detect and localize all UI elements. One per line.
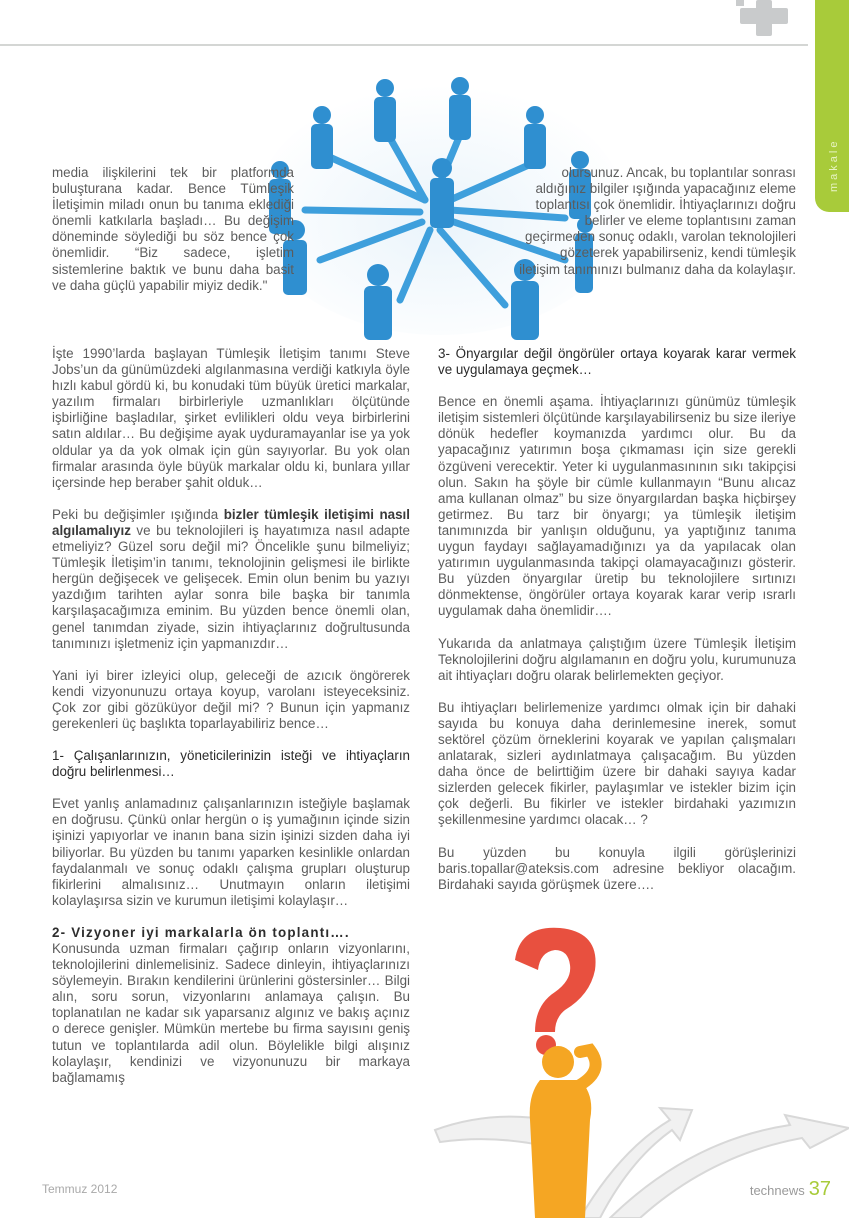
header-rule bbox=[0, 44, 808, 46]
section-tab-label: makale bbox=[828, 138, 840, 192]
right-column bbox=[438, 346, 796, 893]
question-person-illustration bbox=[430, 920, 849, 1218]
left-column bbox=[52, 346, 410, 1086]
intro-right-paragraph: olursunuz. Ancak, bu toplantılar sonrası aldığınız bilgiler ışığında yapacağınız eleme toplantısı çok önemlidir. İhtiyaçlarınızı doğru belirler ve eleme toplantısını zaman geçirmeden sonuç odaklı, varolan teknolojileri gözeterek yapabilirseniz, kendi tümleşik iletişim tanımınızı bulmanız daha da kolaylaşır. bbox=[519, 165, 796, 277]
paragraph: Peki bu değişimler ışığında bizler tümleşik iletişimi nasıl algılamalıyız ve bu teknolojileri iş hayatımıza nasıl adapte etmeliyiz? Güzel soru değil mi? Öncelikle şunu bilmeliyiz; Tümleşik İletişim’in tanımı, teknolojinin gelişmesi ile birlikte hergün değişecek ve gelişecek. Emin olun benim bu yazıyı yazdığım tarihten aylar sonra bile başka bir tanımla karşılaşacağımıza eminim. Bu yüzden bence önemli olan, genel tanımdan ziyade, sizin ihtiyaçlarınız doğrultusunda tanımınızı işletmeniz için yapmanızdır… bbox=[52, 506, 410, 651]
magazine-name: technews bbox=[749, 1183, 805, 1198]
issue-date: Temmuz 2012 bbox=[42, 1182, 118, 1196]
paragraph: Yani iyi birer izleyici olup, geleceği de azıcık öngörerek kendi vizyonunuzu ortaya koyup, varolanı isteyeceksiniz. Çok zor gibi gözüküyor değil mi? ? Bunun için yapmanız gerekenleri üç başlıkta toparlayabiliriz bence… bbox=[52, 667, 410, 731]
plus-icon bbox=[736, 0, 792, 36]
section-heading-3: 3- Önyargılar değil öngörüler ortaya koyarak karar vermek ve uygulamaya geçmek… bbox=[438, 346, 796, 378]
paragraph: Konusunda uzman firmaları çağırıp onların vizyonlarını, teknolojilerini dinlemelisiniz. Sadece dinleyin, ihtiyaçlarınızı söylemeyin. Bırakın kendilerini ürünlerini göstersinler… Bilgi alın, soru sorun, vizyonlarını anlamaya çalışın. Bu toplanatılan ne kadar sık yaparsanız algınız ve bakış açınız o derece genişler. Mümkün mertebe bu firma sayısını geniş tutun ve toplantılarda adil olun. Böylelikle bilgi alışınız kolaylaşır, kendinizi ve vizyonunuzu bir markaya bağlamamış bbox=[52, 941, 410, 1085]
paragraph: Bence en önemli aşama. İhtiyaçlarınızı günümüz tümleşik iletişim sistemleri ölçütünde karşılayabilirseniz bu size ileriye dönük hedefler koymanızda yardımcı olur. Bu da yapacağınız yatırımın boşa çıkmaması için size gerekli özgüveni verecektir. Yeter ki uygulanmasınının sıkı takipçisi olun. Sakın ha şöyle bir cümle kullanmayın “Bunu alıcaz ama kullanan olmaz” bu size önyargılardan başka hiçbirşey getirmez. Bu tarz bir önyargı; ya tümleşik iletişim tanımınızda bir yanlışın olduğunu, ya yaptığınız tanıma uygun faydayı sağlayamadığınızı ya da yapılacak olan yatırımın uygulanmasında takipçi olamayacağınızı gösterir. Bu yüzden önyargılar üretip bu teknolojilere sırtınızı dönmektense, öngörüler ortaya koyarak karar verip ısrarlı uygulamak daha önemlidir…. bbox=[438, 394, 796, 619]
paragraph: Bu ihtiyaçları belirlemenize yardımcı olmak için bir dahaki sayıda bu konuya daha derinlemesine inerek, somut sektörel çözüm örneklerini koyarak ve yapılan çalışmaları anlatarak, sizleri aydınlatmaya çalışacağım. Bu yüzden daha önce de belirttiğim üzere bir dahaki sayıya kadar sizlerden gelecek fikirler, paylaşımlar ve istekler bizim için çok değerli. Bu fikirler ve istekler birdahaki yazımızın şekillenmesine yardımcı olacak… ? bbox=[438, 699, 796, 828]
section-heading-1: 1- Çalışanlarınızın, yöneticilerinizin isteği ve ihtiyaçların doğru belirlenmesi… bbox=[52, 748, 410, 780]
paragraph: Evet yanlış anlamadınız çalışanlarınızın isteğiyle başlamak en doğrusu. Çünkü onlar hergün o iş yumağının içinde sizin işinizi yapıyorlar ve inanın bana sizin işinizi sizden daha iyi biliyorlar. Bu yüzden bu tanımı yaparken kesinlikle onlardan faydalanmalı ve sonuç odaklı çalışma grupları oluşturup fikirlerini almalısınız… Unutmayın onların iletişimi kolaylaşırsa sizin ve kurumun iletişimi kolaylaşır… bbox=[52, 796, 410, 908]
section-heading-2: 2- Vizyoner iyi markalarla ön toplantı…. bbox=[52, 924, 350, 940]
paragraph: Yukarıda da anlatmaya çalıştığım üzere Tümleşik İletişim Teknolojilerini doğru algılamanın en doğru yolu, kurumunuza ait ihtiyaçları doğru olarak belirlemekten geçiyor. bbox=[438, 635, 796, 683]
page-number: 37 bbox=[808, 1178, 831, 1200]
paragraph: Bu yüzden bu konuyla ilgili görüşlerinizi baris.topallar@ateksis.com adresine bekliyor olacağım. Birdahaki sayıda görüşmek üzere…. bbox=[438, 844, 796, 892]
magazine-footer bbox=[750, 1178, 831, 1201]
paragraph: İşte 1990’larda başlayan Tümleşik İletişim tanımı Steve Jobs’un da günümüzdeki algılanmasına verdiği katkıyla öyle hızlı kabul gördü ki, bu konudaki tüm büyük üretici markalar, yazılım firmaları birbirleriyle uzmanlıkları ölçütünde işbirliğine başladılar, şirket evlilikleri oldu veya birbirlerini satın aldılar… Bu değişime ayak uyduramayanlar ise ya yok oldular ya da yok olmak için gün sayıyorlar. Bu yok olan firmalar arasında öyle büyük markalar oldu ki, bunlara yıllar içersinde hep beraber şahit olduk… bbox=[52, 346, 410, 490]
intro-left-paragraph: media ilişkilerini tek bir platformda buluşturana kadar. Bence Tümleşik İletişimin miladı onun bu tanıma eklediği önemli katkılarla başladı… Bu değişim döneminde söylediği bu söz bence çok önemlidir. “Biz sadece, işletim sistemlerine baktık ve bunu daha basit ve daha güçlü yapabilir miyiz dedik." bbox=[52, 165, 294, 293]
